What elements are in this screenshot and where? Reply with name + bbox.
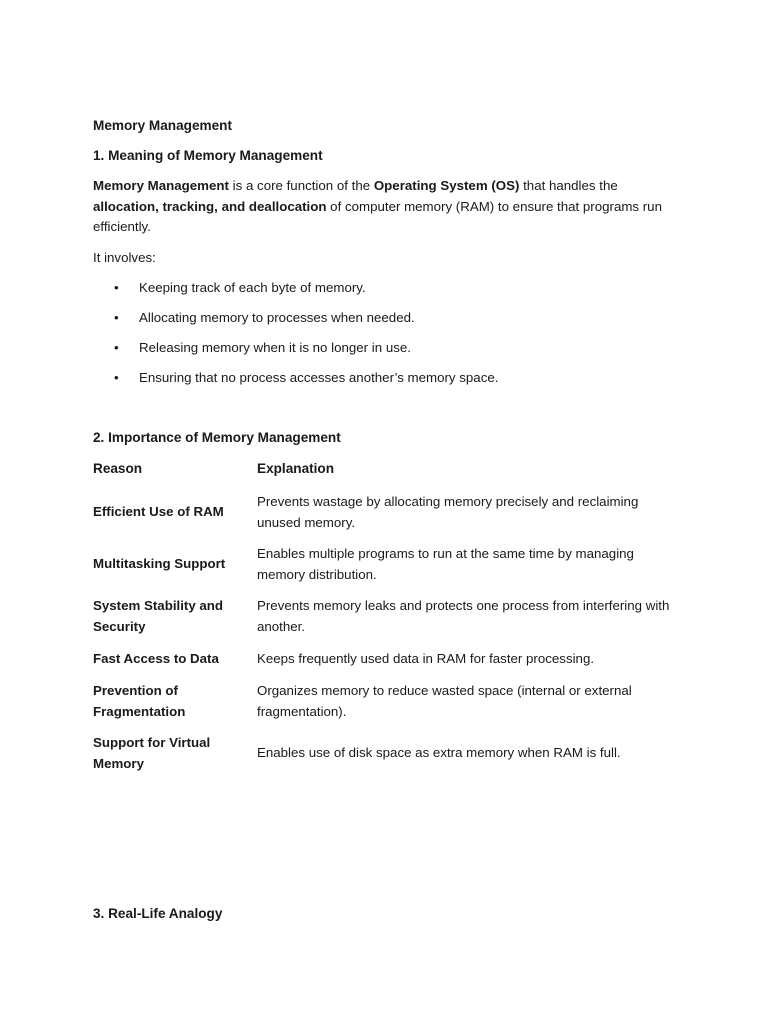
section2-heading: 2. Importance of Memory Management: [93, 430, 341, 445]
section3-heading: 3. Real-Life Analogy: [93, 906, 223, 921]
list-item-text: Keeping track of each byte of memory.: [139, 280, 366, 295]
bullet-icon: •: [114, 340, 119, 355]
table-cell-explanation: Prevents memory leaks and protects one process from interfering with another.: [257, 598, 670, 634]
section1-intro-paragraph: [93, 176, 683, 238]
table-cell-reason: System Stability and Security: [93, 598, 224, 634]
table-cell-reason: Multitasking Support: [93, 556, 226, 571]
list-item-text: Releasing memory when it is no longer in use.: [139, 340, 411, 355]
bullet-icon: •: [114, 280, 119, 295]
table-cell-reason: Support for Virtual Memory: [93, 735, 211, 771]
table-header-explanation: Explanation: [257, 461, 335, 476]
table-cell-explanation: Enables multiple programs to run at the same time by managing memory distribution.: [257, 546, 634, 582]
section1-heading: 1. Meaning of Memory Management: [93, 148, 323, 163]
table-cell-reason: Fast Access to Data: [93, 651, 219, 666]
table-header-reason: Reason: [93, 461, 143, 476]
intro-segment: Operating System (OS): [373, 178, 520, 193]
table-cell-reason: Efficient Use of RAM: [93, 504, 224, 519]
list-item-text: Allocating memory to processes when needed.: [139, 310, 415, 325]
bullet-icon: •: [114, 370, 119, 385]
intro-segment: allocation, tracking, and deallocation: [93, 198, 327, 214]
document-title: Memory Management: [93, 118, 232, 133]
table-cell-explanation: Keeps frequently used data in RAM for faster processing.: [257, 651, 595, 666]
list-item-text: Ensuring that no process accesses another’s memory space.: [139, 370, 499, 385]
bullet-icon: •: [114, 310, 119, 325]
involves-label: It involves:: [93, 250, 156, 265]
intro-segment: of computer memory (RAM) to ensure that programs run efficiently.: [93, 198, 662, 234]
table-cell-explanation: Prevents wastage by allocating memory precisely and reclaiming unused memory.: [257, 494, 639, 530]
intro-segment: is a core function of the: [228, 178, 374, 193]
intro-segment: Memory Management: [93, 178, 229, 193]
table-cell-reason: Prevention of Fragmentation: [93, 683, 186, 719]
table-cell-explanation: Enables use of disk space as extra memory when RAM is full.: [257, 745, 621, 760]
table-cell-explanation: Organizes memory to reduce wasted space (internal or external fragmentation).: [257, 683, 632, 719]
intro-segment: that handles the: [519, 178, 618, 193]
